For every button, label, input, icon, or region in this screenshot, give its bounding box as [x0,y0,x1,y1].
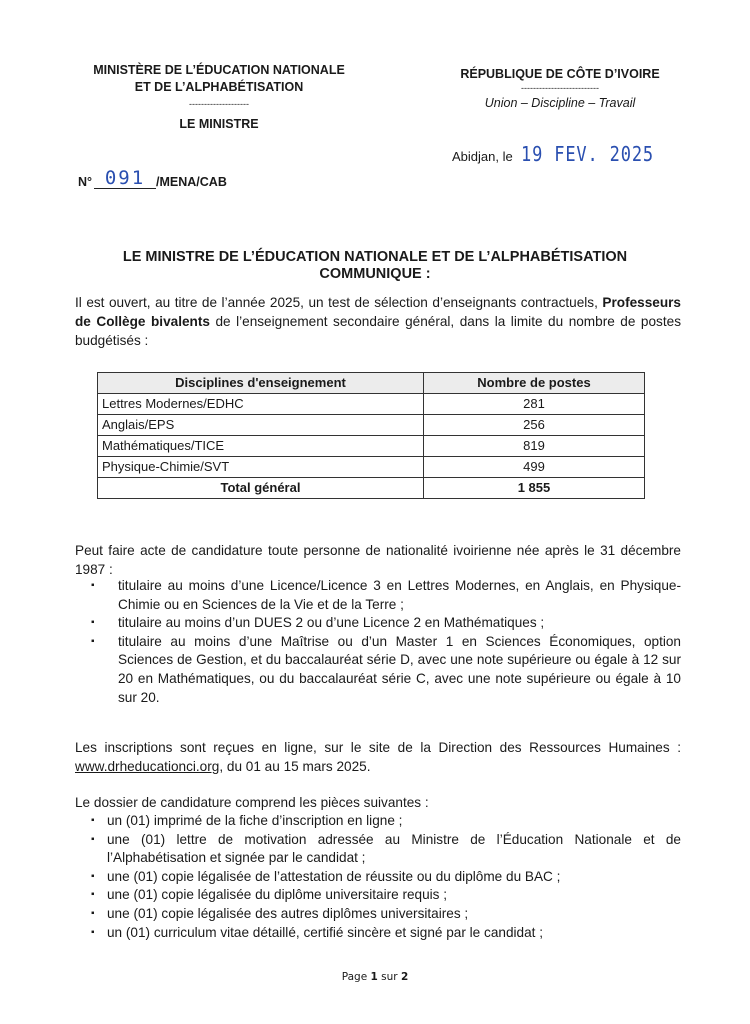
registration-text: Les inscriptions sont reçues en ligne, sur le site de la Direction des Ressources Humaines : [75,740,681,755]
list-item-text: une (01) lettre de motivation adressée au Ministre de l’Éducation Nationale et de l’Alphabétisation et signée par le candidat ; [107,831,681,866]
discipline-cell: Lettres Modernes/EDHC [98,394,424,415]
minister-label: LE MINISTRE [179,117,259,131]
national-motto: Union – Discipline – Travail [484,96,636,110]
discipline-cell: Anglais/EPS [98,415,424,436]
reference-prefix: N° [78,175,93,189]
registration-link[interactable]: www.drheducationci.org [75,759,220,774]
list-item [75,831,681,868]
bullet-icon: ▪ [91,907,95,919]
list-item-text: une (01) copie légalisée du diplôme universitaire requis ; [107,887,448,903]
page-footer [0,971,750,983]
table-row [98,457,645,478]
registration-paragraph [75,738,681,776]
list-item [75,812,681,831]
list-item-text: titulaire au moins d’un DUES 2 ou d’une Licence 2 en Mathématiques ; [118,615,545,631]
ministry-name-line1: MINISTÈRE DE L’ÉDUCATION NATIONALE [93,63,345,77]
posts-table [97,372,645,499]
ministry-name-line2: ET DE L’ALPHABÉTISATION [134,80,304,94]
table-row [98,394,645,415]
column-header-posts: Nombre de postes [424,373,645,394]
intro-text: Il est ouvert, au titre de l’année 2025, un test de sélection d’enseignants contractuels, [75,295,603,310]
reference-suffix: /MENA/CAB [156,175,227,189]
total-pages: 2 [400,971,409,983]
reference-number-stamp: 091 [94,168,156,189]
table-row [98,415,645,436]
title-line1: LE MINISTRE DE L’ÉDUCATION NATIONALE ET DE L’ALPHABÉTISATION [122,249,628,265]
table-header-row [98,373,645,394]
total-value: 1 855 [424,478,645,499]
list-item [75,614,681,633]
posts-cell: 256 [424,415,645,436]
list-item-text: un (01) curriculum vitae détaillé, certifié sincère et signé par le candidat ; [107,924,543,940]
list-item-text: un (01) imprimé de la fiche d’inscription en ligne ; [107,813,403,828]
list-item-text: titulaire au moins d’une Maîtrise ou d’un Master 1 en Sciences Économiques, option Sciences de Gestion, et du baccalauréat série D, avec une note supérieure ou égale à 12 sur 20 en Mathématiques, ou du baccalauréat série C, avec une note supérieure ou égale à 10 sur 20. [118,633,681,705]
date-line [452,142,677,166]
dossier-list [75,812,681,942]
eligibility-list [75,577,681,707]
republic-separator: -------------------------- [521,83,599,93]
bullet-icon: ▪ [91,815,95,826]
table-row [98,436,645,457]
list-item [75,633,681,707]
posts-cell: 281 [424,394,645,415]
list-item-text: titulaire au moins d’une Licence/Licence 3 en Lettres Modernes, en Anglais, en Physique-Chimie ou en Sciences de la Vie et de la Terre ; [118,578,681,612]
list-item [75,886,681,905]
date-stamp: 19 FEV. 2025 [520,142,654,166]
posts-cell: 819 [424,436,645,457]
date-prefix: Abidjan, le [452,149,513,164]
bullet-icon: ▪ [91,617,95,629]
bullet-icon: ▪ [91,889,95,901]
list-item-text: une (01) copie légalisée de l’attestation de réussite ou du diplôme du BAC ; [107,868,561,884]
column-header-discipline: Disciplines d'enseignement [98,373,424,394]
registration-dates: , du 01 au 15 mars 2025. [219,759,371,774]
ministry-header [60,62,378,133]
eligibility-intro: Peut faire acte de candidature toute personne de nationalité ivoirienne née après le 31 décembre 1987 : [75,543,681,577]
communique-title [60,249,690,283]
intro-bold-text: Professeurs de Collège bivalents [75,295,681,329]
list-item-text: une (01) copie légalisée des autres diplômes universitaires ; [107,905,469,921]
total-label: Total général [98,478,424,499]
reference-number [78,168,227,189]
bullet-icon: ▪ [91,580,95,591]
page-word: Page [341,971,368,983]
current-page: 1 [370,971,378,983]
title-line2: COMMUNIQUE : [319,266,431,282]
list-item [75,905,681,924]
list-item [75,924,681,943]
republic-name: RÉPUBLIQUE DE CÔTE D’IVOIRE [460,67,660,81]
intro-paragraph [75,293,681,350]
header-separator: -------------------- [189,99,249,109]
discipline-cell: Physique-Chimie/SVT [98,457,424,478]
dossier-intro: Le dossier de candidature comprend les pièces suivantes : [75,795,429,810]
bullet-icon: ▪ [91,635,95,647]
intro-text-end: de l’enseignement secondaire général, dans la limite du nombre de postes budgétisés : [75,314,681,348]
bullet-icon: ▪ [91,833,95,845]
discipline-cell: Mathématiques/TICE [98,436,424,457]
republic-header [440,66,680,112]
bullet-icon: ▪ [91,870,95,882]
list-item [75,577,681,614]
bullet-icon: ▪ [91,926,95,938]
list-item [75,868,681,887]
of-word: sur [381,971,398,983]
posts-cell: 499 [424,457,645,478]
table-total-row [98,478,645,499]
